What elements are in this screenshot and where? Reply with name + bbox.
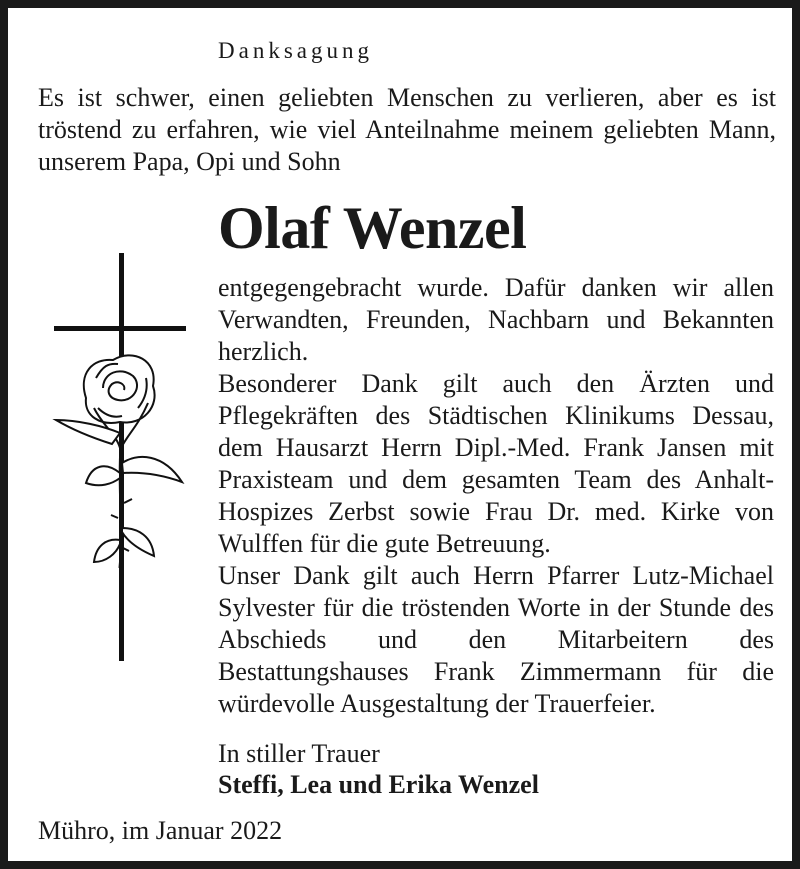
thanks-paragraph-3: Unser Dank gilt auch Herrn Pfarrer Lutz-Michael Sylvester für die tröstenden Worte in der Stunde des Abschieds und den Mitarbeitern des Bestattungshauses Frank Zimmermann für die würdevolle Ausgestaltung der Trauerfeier. [218, 561, 774, 718]
place-date: Mühro, im Januar 2022 [38, 816, 283, 845]
signature: Steffi, Lea und Erika Wenzel [218, 770, 539, 799]
notice-heading: Danksagung [218, 38, 373, 63]
intro-text: Es ist schwer, einen geliebten Menschen zu verlieren, aber es ist tröstend zu erfahren, wie viel Anteilnahme meinem geliebten Mann, unserem Papa, Opi und Sohn [38, 83, 776, 176]
thanks-paragraph-1: entgegengebracht wurde. Dafür danken wir allen Verwandten, Freunden, Nachbarn und Bekannten herzlich. [218, 273, 774, 366]
body-text [218, 272, 774, 720]
cross-with-rose-illustration [48, 248, 198, 668]
deceased-name: Olaf Wenzel [218, 195, 527, 261]
closing-line: In stiller Trauer [218, 739, 380, 768]
thanks-paragraph-2: Besonderer Dank gilt auch den Ärzten und Pflegekräften des Städtischen Klinikums Dessau, dem Hausarzt Herrn Dipl.-Med. Frank Jansen mit Praxisteam und dem gesamten Team des Anhalt-Hospizes Zerbst sowie Frau Dr. med. Kirke von Wulffen für die gute Betreuung. [218, 369, 774, 558]
